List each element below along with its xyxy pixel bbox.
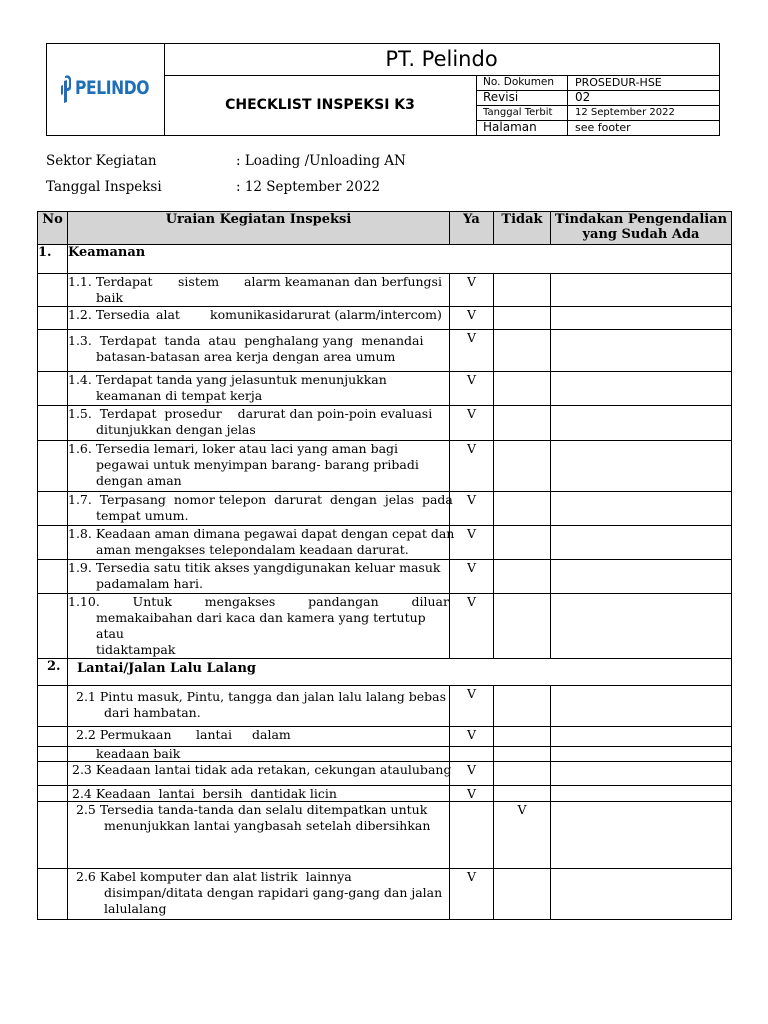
item-description <box>68 560 450 594</box>
control-action-cell <box>551 686 732 727</box>
desc-line: 1.5. Terdapat prosedur darurat dan poin-poin evaluasi <box>68 406 433 421</box>
no-mark: V <box>494 802 551 869</box>
meta-value: 12 September 2022 <box>575 107 675 118</box>
desc-line: lalulalang <box>104 901 167 916</box>
meta-value: PROSEDUR-HSE <box>575 76 662 89</box>
desc-line: 2.4 Keadaan lantai bersih dantidak licin <box>72 786 337 801</box>
desc-line: 1.6. Tersedia lemari, loker atau laci yang aman bagi <box>68 441 399 456</box>
desc-line: 2.3 Keadaan lantai tidak ada retakan, cekungan ataulubang <box>72 762 452 777</box>
row-number-cell <box>38 372 68 406</box>
item-description <box>68 406 450 441</box>
company-logo <box>47 44 165 135</box>
control-action-cell <box>551 762 732 786</box>
section-row <box>38 659 732 686</box>
control-action-cell <box>551 560 732 594</box>
meta-row-document-number <box>476 75 719 91</box>
table-row <box>38 594 732 659</box>
table-row <box>38 869 732 920</box>
column-header-control-action <box>551 212 732 245</box>
row-number-cell <box>38 441 68 492</box>
desc-line <box>76 727 449 743</box>
meta-label: Tanggal Terbit <box>476 105 568 120</box>
desc-line: 2.5 Tersedia tanda-tanda dan selalu ditempatkan untuk <box>76 802 428 817</box>
desc-line: 1.9. Tersedia satu titik akses yangdigunakan keluar masuk <box>68 560 441 575</box>
row-number-cell <box>38 492 68 526</box>
column-header-no: No <box>38 212 68 245</box>
desc-line: keamanan di tempat kerja <box>96 388 263 403</box>
table-row <box>38 686 732 727</box>
yes-mark: V <box>450 330 494 372</box>
table-row <box>38 492 732 526</box>
no-mark <box>494 869 551 920</box>
inspection-date-label: Tanggal Inspeksi <box>46 179 162 195</box>
desc-line: dengan aman <box>96 473 182 488</box>
row-number-cell <box>38 307 68 330</box>
desc-word: 1.10. <box>68 594 100 609</box>
control-action-cell <box>551 441 732 492</box>
company-name: PT. Pelindo <box>164 44 719 76</box>
item-description <box>68 802 450 869</box>
table-row <box>38 762 732 786</box>
desc-line: keadaan baik <box>96 746 181 761</box>
table-row <box>38 330 732 372</box>
yes-mark: V <box>450 441 494 492</box>
control-action-header-line: yang Sudah Ada <box>582 227 700 242</box>
desc-word: diluar <box>411 594 449 609</box>
no-mark <box>494 747 551 762</box>
desc-line: ditunjukkan dengan jelas <box>96 422 256 437</box>
desc-line: 1.4. Terdapat tanda yang jelasuntuk menunjukkan <box>68 372 387 387</box>
desc-line: 1.8. Keadaan aman dimana pegawai dapat dengan cepat dan <box>68 526 455 541</box>
no-mark <box>494 786 551 802</box>
control-action-cell <box>551 786 732 802</box>
no-mark <box>494 560 551 594</box>
row-number-cell <box>38 802 68 869</box>
no-mark <box>494 330 551 372</box>
row-number-cell <box>38 560 68 594</box>
table-row <box>38 747 732 762</box>
item-description <box>68 372 450 406</box>
item-description <box>68 526 455 560</box>
desc-line: 2.6 Kabel komputer dan alat listrik lainnya <box>76 869 352 884</box>
item-description <box>68 330 450 372</box>
control-action-cell <box>551 802 732 869</box>
control-action-cell <box>551 330 732 372</box>
meta-value: see footer <box>575 121 631 134</box>
meta-row-issue-date <box>476 105 719 121</box>
no-mark <box>494 441 551 492</box>
meta-label: No. Dokumen <box>476 75 568 90</box>
desc-word: komunikasidarurat (alarm/intercom) <box>210 307 442 322</box>
desc-word: 1.1. Terdapat <box>68 274 153 289</box>
table-row <box>38 372 732 406</box>
document-header <box>46 43 720 136</box>
yes-mark: V <box>450 307 494 330</box>
table-row <box>38 727 732 747</box>
desc-line: 1.3. Terdapat tanda atau penghalang yang menandai <box>68 333 424 348</box>
item-description <box>68 747 450 762</box>
item-description <box>68 307 450 330</box>
meta-label: Revisi <box>476 90 568 105</box>
no-mark <box>494 762 551 786</box>
row-number-cell <box>38 330 68 372</box>
desc-line: pegawai untuk menyimpan barang- barang pribadi <box>96 457 419 472</box>
yes-mark: V <box>450 594 494 659</box>
desc-line: memakaibahan dari kaca dan kamera yang tertutup atau <box>96 610 426 641</box>
table-header-row <box>38 212 732 245</box>
column-header-yes: Ya <box>450 212 494 245</box>
pelindo-logo-icon <box>61 74 72 104</box>
desc-line: menunjukkan lantai yangbasah setelah dibersihkan <box>104 818 431 833</box>
inspection-date-value: : 12 September 2022 <box>236 179 381 195</box>
section-title: Keamanan <box>68 245 732 274</box>
desc-line: disimpan/ditata dengan rapidari gang-gang dan jalan <box>104 885 443 900</box>
section-row <box>38 245 732 274</box>
column-header-no-answer: Tidak <box>494 212 551 245</box>
desc-line: tempat umum. <box>96 508 189 523</box>
control-action-cell <box>551 274 732 307</box>
yes-mark: V <box>450 762 494 786</box>
item-description <box>68 492 453 526</box>
table-row <box>38 441 732 492</box>
meta-row-page <box>476 120 719 135</box>
yes-mark: V <box>450 372 494 406</box>
no-mark <box>494 406 551 441</box>
control-action-cell <box>551 492 732 526</box>
desc-line <box>68 274 449 290</box>
yes-mark: V <box>450 560 494 594</box>
desc-line: batasan-batasan area kerja dengan area umum <box>96 349 396 364</box>
item-description <box>68 594 450 659</box>
item-description <box>68 441 450 492</box>
desc-word: Untuk <box>132 594 172 609</box>
desc-word: 1.2. Tersedia <box>68 307 150 322</box>
desc-word: pandangan <box>308 594 379 609</box>
yes-mark: V <box>450 274 494 307</box>
control-action-cell <box>551 372 732 406</box>
yes-mark <box>450 747 494 762</box>
desc-word: 2.2 Permukaan <box>76 727 172 742</box>
no-mark <box>494 727 551 747</box>
item-description <box>68 762 450 786</box>
desc-word: lantai <box>196 727 232 742</box>
control-action-cell <box>551 526 732 560</box>
row-number-cell <box>38 762 68 786</box>
yes-mark: V <box>450 526 494 560</box>
section-number: 1. <box>38 245 68 274</box>
desc-line: dari hambatan. <box>104 705 201 720</box>
desc-line: aman mengakses telepondalam keadaan darurat. <box>96 542 409 557</box>
no-mark <box>494 372 551 406</box>
control-action-cell <box>551 727 732 747</box>
column-header-description: Uraian Kegiatan Inspeksi <box>68 212 450 245</box>
row-number-cell <box>38 686 68 727</box>
table-row <box>38 307 732 330</box>
table-row <box>38 802 732 869</box>
no-mark <box>494 594 551 659</box>
sector-label: Sektor Kegiatan <box>46 153 157 169</box>
item-description <box>68 686 450 727</box>
section-number: 2. <box>38 659 68 686</box>
desc-word: alat <box>156 307 180 322</box>
item-description <box>68 786 450 802</box>
sector-value: : Loading /Unloading AN <box>236 153 406 169</box>
table-row <box>38 786 732 802</box>
item-description <box>68 274 450 307</box>
control-action-cell <box>551 869 732 920</box>
no-mark <box>494 526 551 560</box>
row-number-cell <box>38 526 68 560</box>
meta-value: 02 <box>575 90 591 104</box>
section-title: Lantai/Jalan Lalu Lalang <box>68 659 732 686</box>
yes-mark: V <box>450 492 494 526</box>
meta-label: Halaman <box>476 120 568 135</box>
desc-word: mengakses <box>204 594 276 609</box>
no-mark <box>494 307 551 330</box>
desc-line <box>68 307 449 323</box>
control-action-header-line: Tindakan Pengendalian <box>554 212 728 227</box>
control-action-cell <box>551 406 732 441</box>
yes-mark: V <box>450 727 494 747</box>
table-row <box>38 526 732 560</box>
inspection-checklist-table <box>37 211 732 920</box>
yes-mark: V <box>450 786 494 802</box>
desc-line: 1.7. Terpasang nomor telepon darurat dengan jelas pada <box>68 492 453 507</box>
desc-line: padamalam hari. <box>96 576 203 591</box>
desc-word: alarm keamanan dan berfungsi <box>244 274 442 289</box>
no-mark <box>494 492 551 526</box>
yes-mark: V <box>450 406 494 441</box>
yes-mark: V <box>450 869 494 920</box>
row-number-cell <box>38 727 68 747</box>
row-number-cell <box>38 274 68 307</box>
desc-line: 2.1 Pintu masuk, Pintu, tangga dan jalan lalu lalang bebas <box>76 689 447 704</box>
item-description <box>68 869 450 920</box>
row-number-cell <box>38 406 68 441</box>
row-number-cell <box>38 594 68 659</box>
row-number-cell <box>38 747 68 762</box>
logo-wordmark: PELINDO <box>75 77 150 99</box>
desc-word: dalam <box>252 727 291 742</box>
no-mark <box>494 686 551 727</box>
document-title: CHECKLIST INSPEKSI K3 <box>164 75 477 135</box>
yes-mark: V <box>450 686 494 727</box>
table-row <box>38 406 732 441</box>
table-row <box>38 274 732 307</box>
desc-line: tidaktampak <box>96 642 176 657</box>
control-action-cell <box>551 594 732 659</box>
row-number-cell <box>38 869 68 920</box>
control-action-cell <box>551 307 732 330</box>
desc-line <box>68 594 449 610</box>
control-action-cell <box>551 747 732 762</box>
row-number-cell <box>38 786 68 802</box>
meta-row-revision <box>476 90 719 106</box>
desc-line: baik <box>96 290 124 305</box>
item-description <box>68 727 450 747</box>
desc-word: sistem <box>178 274 220 289</box>
table-row <box>38 560 732 594</box>
yes-mark <box>450 802 494 869</box>
no-mark <box>494 274 551 307</box>
